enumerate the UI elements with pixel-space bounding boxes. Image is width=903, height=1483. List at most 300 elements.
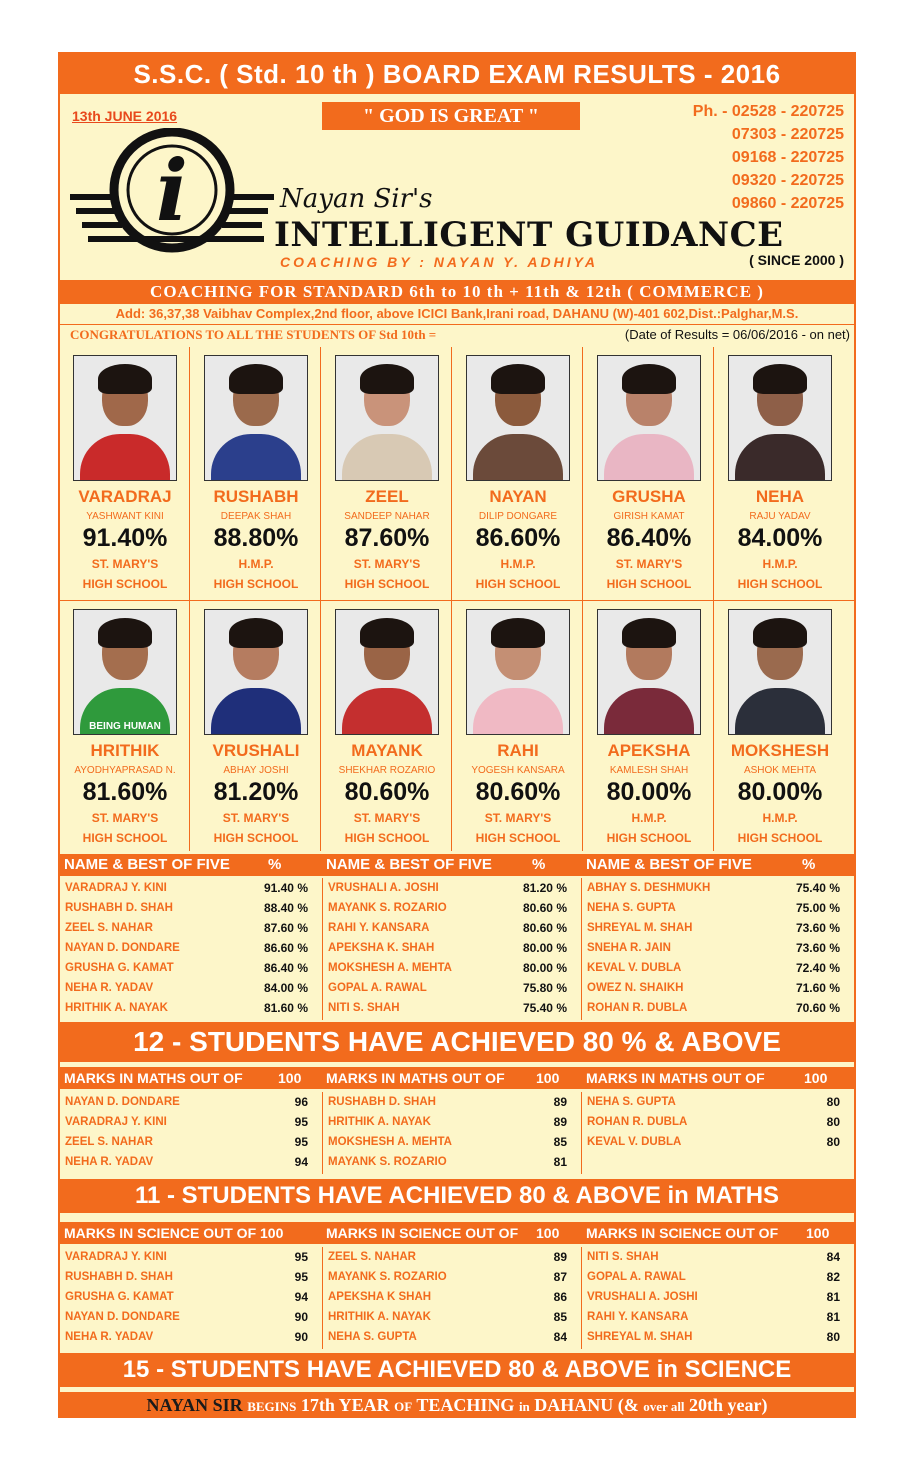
student-photo: [597, 609, 701, 735]
table-row: [582, 1287, 854, 1307]
score-value: 75.40 %: [522, 1001, 567, 1015]
score-value: 86.60 %: [263, 941, 308, 955]
student-name: HRITHIK: [90, 741, 160, 760]
student-school: ST. MARY'S: [91, 811, 159, 825]
student-name: APEKSHA: [607, 741, 691, 760]
student-name: HRITHIK A. NAYAK: [328, 1311, 431, 1323]
table-row: [323, 978, 581, 998]
student-name: ABHAY S. DESHMUKH: [587, 882, 711, 894]
header-label: %: [532, 856, 546, 873]
results-poster: [58, 52, 856, 1418]
student-name: RUSHABH D. SHAH: [328, 1096, 436, 1108]
table-row: [60, 1307, 322, 1327]
avatar-hair: [491, 364, 545, 394]
student-father-name: ABHAY JOSHI: [223, 765, 289, 776]
table-row: [60, 918, 322, 938]
avatar-hair: [753, 364, 807, 394]
student-name: OWEZ N. SHAIKH: [587, 982, 684, 994]
student-photo: [335, 609, 439, 735]
table-row: [323, 958, 581, 978]
date-label: 13th JUNE 2016: [72, 108, 178, 124]
student-name: MOKSHESH A. MEHTA: [328, 962, 452, 974]
footer-part: in: [518, 1399, 530, 1414]
student-name: NITI S. SHAH: [587, 1251, 659, 1263]
table-row: [323, 918, 581, 938]
student-name: KEVAL V. DUBLA: [587, 962, 682, 974]
table-row: [582, 998, 854, 1018]
footer-part: 17th YEAR: [300, 1395, 390, 1415]
student-percent: 84.00%: [737, 524, 823, 552]
score-value: 73.60 %: [795, 921, 840, 935]
student-name: GRUSHA: [612, 487, 686, 506]
student-name: MAYANK S. ROZARIO: [328, 902, 447, 914]
student-percent: 80.00%: [737, 778, 823, 806]
phone-number: 09320 - 220725: [731, 172, 844, 189]
score-value: 81.60 %: [263, 1001, 308, 1015]
student-name: NEHA S. GUPTA: [587, 902, 676, 914]
score-value: 75.80 %: [522, 981, 567, 995]
student-school-type: HIGH SCHOOL: [475, 831, 561, 845]
student-name: GOPAL A. RAWAL: [328, 982, 427, 994]
student-school-type: HIGH SCHOOL: [737, 577, 823, 591]
avatar-body: [342, 434, 432, 480]
student-name: VRUSHALI A. JOSHI: [587, 1291, 698, 1303]
student-photo: [204, 609, 308, 735]
footer-part: BEGINS: [247, 1399, 297, 1414]
student-photo: [204, 355, 308, 481]
student-name: HRITHIK A. NAYAK: [65, 1002, 168, 1014]
student-card: [60, 601, 190, 851]
score-value: 84: [826, 1250, 840, 1264]
coaching-banner: COACHING FOR STANDARD 6th to 10 th + 11th & 12th ( COMMERCE ): [60, 280, 854, 304]
score-value: 85: [553, 1310, 567, 1324]
table-row: [582, 918, 854, 938]
student-percent: 88.80%: [213, 524, 299, 552]
banner-overall: 12 - STUDENTS HAVE ACHIEVED 80 % & ABOVE: [60, 1022, 854, 1062]
student-name: ZEEL S. NAHAR: [65, 1136, 153, 1148]
header-label: 100: [806, 1225, 830, 1241]
avatar-hair: [360, 364, 414, 394]
student-card: [584, 347, 714, 600]
score-value: 94: [294, 1290, 308, 1304]
student-name: ROHAN R. DUBLA: [587, 1002, 688, 1014]
score-value: 90: [294, 1330, 308, 1344]
score-value: 80.60 %: [522, 901, 567, 915]
student-name: GRUSHA G. KAMAT: [65, 1291, 174, 1303]
table-row: [323, 1112, 581, 1132]
student-father-name: AYODHYAPRASAD N.: [74, 765, 176, 776]
table-row: [582, 1307, 854, 1327]
score-value: 95: [294, 1270, 308, 1284]
table-row: [60, 938, 322, 958]
student-school-type: HIGH SCHOOL: [606, 831, 692, 845]
table-column: [323, 1247, 582, 1349]
student-card: [715, 347, 845, 600]
congrats-row: [60, 325, 854, 345]
avatar-body: [735, 688, 825, 734]
student-name: VRUSHALI: [212, 741, 300, 760]
student-name: ROHAN R. DUBLA: [587, 1116, 688, 1128]
table-column: [60, 1247, 323, 1349]
header-label: NAME & BEST OF FIVE: [586, 856, 752, 873]
score-value: 95: [294, 1135, 308, 1149]
score-value: 84: [553, 1330, 567, 1344]
score-value: 87.60 %: [263, 921, 308, 935]
score-value: 81: [826, 1290, 840, 1304]
score-value: 75.40 %: [795, 881, 840, 895]
student-school: H.M.P.: [762, 811, 798, 825]
banner-maths: 11 - STUDENTS HAVE ACHIEVED 80 & ABOVE in MATHS: [60, 1179, 854, 1213]
header-label: 100: [536, 1070, 560, 1086]
table-row: [323, 898, 581, 918]
banner-science: 15 - STUDENTS HAVE ACHIEVED 80 & ABOVE in SCIENCE: [60, 1353, 854, 1387]
student-father-name: GIRISH KAMAT: [613, 511, 685, 522]
table-row: [323, 878, 581, 898]
avatar-hair: [622, 618, 676, 648]
score-value: 73.60 %: [795, 941, 840, 955]
header-label: MARKS IN MATHS OUT OF: [326, 1070, 505, 1086]
student-card: [322, 601, 452, 851]
table-column: [582, 1247, 854, 1349]
student-name: MAYANK S. ROZARIO: [328, 1271, 447, 1283]
student-name: VRUSHALI A. JOSHI: [328, 882, 439, 894]
student-school: ST. MARY'S: [91, 557, 159, 571]
student-father-name: YASHWANT KINI: [86, 511, 164, 522]
student-photo: [466, 609, 570, 735]
table-row: [60, 1132, 322, 1152]
score-value: 80: [826, 1115, 840, 1129]
phone-list: [693, 100, 844, 215]
student-father-name: SANDEEP NAHAR: [344, 511, 430, 522]
student-card: [322, 347, 452, 600]
score-value: 89: [553, 1250, 567, 1264]
science-header: [60, 1222, 854, 1244]
student-name: VARADRAJ Y. KINI: [65, 882, 167, 894]
footer-part: TEACHING: [416, 1395, 515, 1415]
header-label: 100: [536, 1225, 560, 1241]
student-name: NAYAN D. DONDARE: [65, 942, 180, 954]
avatar-body: [342, 688, 432, 734]
student-percent: 91.40%: [82, 524, 168, 552]
avatar-hair: [229, 364, 283, 394]
student-school-type: HIGH SCHOOL: [213, 577, 299, 591]
score-value: 89: [553, 1095, 567, 1109]
brand-logo: [68, 128, 278, 268]
avatar-hair: [229, 618, 283, 648]
avatar-body: [735, 434, 825, 480]
avatar-body: [473, 688, 563, 734]
score-value: 70.60 %: [795, 1001, 840, 1015]
student-percent: 80.00%: [606, 778, 692, 806]
student-father-name: DILIP DONGARE: [478, 511, 558, 522]
header-label: MARKS IN MATHS OUT OF: [586, 1070, 765, 1086]
student-father-name: ASHOK MEHTA: [743, 765, 817, 776]
table-column: [582, 1092, 854, 1174]
footer: [60, 1392, 854, 1418]
student-photo: [728, 355, 832, 481]
student-name: NAYAN: [489, 487, 547, 506]
student-name: ZEEL: [365, 487, 409, 506]
student-name: NEHA: [755, 487, 805, 506]
congrats-label: CONGRATULATIONS TO ALL THE STUDENTS OF Std 10th =: [70, 327, 437, 342]
student-school: H.M.P.: [762, 557, 798, 571]
avatar-hair: [491, 618, 545, 648]
score-value: 81.20 %: [522, 881, 567, 895]
table-row: [60, 878, 322, 898]
table-row: [60, 1247, 322, 1267]
student-name: NAYAN D. DONDARE: [65, 1311, 180, 1323]
student-name: KEVAL V. DUBLA: [587, 1136, 682, 1148]
student-photo: [466, 355, 570, 481]
student-name: MOKSHESH: [730, 741, 830, 760]
student-school: H.M.P.: [500, 557, 536, 571]
student-photo: [597, 355, 701, 481]
score-value: 80.00 %: [522, 941, 567, 955]
table-row: [60, 998, 322, 1018]
table-column: [582, 878, 854, 1020]
header-label: NAME & BEST OF FIVE: [326, 856, 492, 873]
table-row: [582, 938, 854, 958]
avatar-body: [473, 434, 563, 480]
toppers-row-2: [60, 601, 854, 851]
score-value: 71.60 %: [795, 981, 840, 995]
score-value: 87: [553, 1270, 567, 1284]
page-title: S.S.C. ( Std. 10 th ) BOARD EXAM RESULTS - 2016: [60, 54, 854, 94]
table-row: [323, 1152, 581, 1172]
student-school-type: HIGH SCHOOL: [344, 577, 430, 591]
header-label: MARKS IN SCIENCE OUT OF: [586, 1225, 779, 1241]
header-label: %: [802, 856, 816, 873]
score-value: 80.60 %: [522, 921, 567, 935]
student-name: MOKSHESH A. MEHTA: [328, 1136, 452, 1148]
table-row: [323, 1307, 581, 1327]
student-school-type: HIGH SCHOOL: [475, 577, 561, 591]
student-name: RUSHABH: [213, 487, 299, 506]
avatar-body: [80, 434, 170, 480]
student-name: NEHA S. GUPTA: [328, 1331, 417, 1343]
student-school: ST. MARY'S: [353, 557, 421, 571]
header-label: 100: [278, 1070, 302, 1086]
student-name: HRITHIK A. NAYAK: [328, 1116, 431, 1128]
student-school-type: HIGH SCHOOL: [82, 577, 168, 591]
table-row: [60, 978, 322, 998]
score-value: 80: [826, 1330, 840, 1344]
best-five-header: [60, 854, 854, 876]
student-photo: [728, 609, 832, 735]
table-row: [582, 898, 854, 918]
table-row: [582, 1132, 854, 1152]
avatar-hair: [98, 364, 152, 394]
score-value: 95: [294, 1250, 308, 1264]
student-name: SNEHA R. JAIN: [587, 942, 671, 954]
best-five-table: [60, 878, 854, 1020]
table-row: [323, 1287, 581, 1307]
phone-number: 09860 - 220725: [731, 195, 844, 212]
footer-part: NAYAN SIR: [146, 1395, 243, 1415]
phone-number: 09168 - 220725: [731, 149, 844, 166]
maths-table: [60, 1092, 854, 1174]
footer-part: 20th year): [689, 1395, 768, 1415]
student-name: RAHI Y. KANSARA: [587, 1311, 689, 1323]
table-row: [582, 958, 854, 978]
student-school-type: HIGH SCHOOL: [82, 831, 168, 845]
table-row: [60, 1092, 322, 1112]
header-label: MARKS IN SCIENCE OUT OF 100: [64, 1225, 284, 1241]
student-school: ST. MARY'S: [353, 811, 421, 825]
avatar-hair: [753, 618, 807, 648]
phone-number: 07303 - 220725: [731, 126, 844, 143]
student-photo: [73, 609, 177, 735]
avatar-body: [211, 688, 301, 734]
score-value: 80: [826, 1095, 840, 1109]
student-name: GRUSHA G. KAMAT: [65, 962, 174, 974]
student-name: VARADRAJ Y. KINI: [65, 1116, 167, 1128]
score-value: 85: [553, 1135, 567, 1149]
student-school-type: HIGH SCHOOL: [737, 831, 823, 845]
table-row: [582, 978, 854, 998]
header-label: 100: [804, 1070, 828, 1086]
score-value: 81: [826, 1310, 840, 1324]
table-column: [323, 1092, 582, 1174]
footer-part: over all: [643, 1399, 685, 1414]
score-value: 81: [553, 1155, 567, 1169]
header: [60, 94, 854, 280]
student-percent: 81.20%: [213, 778, 299, 806]
student-name: MAYANK: [351, 741, 423, 760]
student-name: SHREYAL M. SHAH: [587, 1331, 693, 1343]
logo-letter: i: [156, 141, 188, 240]
score-value: 88.40 %: [263, 901, 308, 915]
student-name: RAHI: [497, 741, 539, 760]
table-row: [60, 898, 322, 918]
student-name: APEKSHA K SHAH: [328, 1291, 432, 1303]
maths-header: [60, 1067, 854, 1089]
motto-label: " GOD IS GREAT ": [322, 102, 580, 130]
student-name: NEHA R. YADAV: [65, 1156, 154, 1168]
student-name: APEKSHA K. SHAH: [328, 942, 435, 954]
table-row: [60, 1112, 322, 1132]
score-value: 94: [294, 1155, 308, 1169]
avatar-hair: [98, 618, 152, 648]
table-row: [582, 878, 854, 898]
score-value: 80.00 %: [522, 961, 567, 975]
table-column: [60, 1092, 323, 1174]
student-name: ZEEL S. NAHAR: [328, 1251, 416, 1263]
score-value: 84.00 %: [263, 981, 308, 995]
header-label: MARKS IN SCIENCE OUT OF: [326, 1225, 519, 1241]
student-school: ST. MARY'S: [484, 811, 552, 825]
table-row: [60, 1267, 322, 1287]
avatar-body: [604, 434, 694, 480]
table-row: [60, 1287, 322, 1307]
score-value: 72.40 %: [795, 961, 840, 975]
table-row: [582, 1092, 854, 1112]
score-value: 80: [826, 1135, 840, 1149]
table-row: [582, 1267, 854, 1287]
student-percent: 87.60%: [344, 524, 430, 552]
header-label: MARKS IN MATHS OUT OF: [64, 1070, 243, 1086]
score-value: 82: [826, 1270, 840, 1284]
student-father-name: DEEPAK SHAH: [220, 511, 292, 522]
student-name: RUSHABH D. SHAH: [65, 902, 173, 914]
score-value: 75.00 %: [795, 901, 840, 915]
footer-part: OF: [394, 1399, 413, 1414]
header-label: %: [268, 856, 282, 873]
student-photo: [335, 355, 439, 481]
student-father-name: YOGESH KANSARA: [471, 765, 565, 776]
student-name: NEHA S. GUPTA: [587, 1096, 676, 1108]
score-value: 96: [294, 1095, 308, 1109]
table-column: [323, 878, 582, 1020]
table-row: [60, 1327, 322, 1347]
student-card: [453, 347, 583, 600]
table-row: [60, 1152, 322, 1172]
avatar-body: [604, 688, 694, 734]
score-value: 90: [294, 1310, 308, 1324]
student-name: RUSHABH D. SHAH: [65, 1271, 173, 1283]
table-row: [60, 958, 322, 978]
brand-script: Nayan Sir's: [280, 184, 433, 214]
student-card: [715, 601, 845, 851]
avatar-hair: [360, 618, 414, 648]
student-card: [584, 601, 714, 851]
student-name: NEHA R. YADAV: [65, 1331, 154, 1343]
header-label: NAME & BEST OF FIVE: [64, 856, 230, 873]
student-school-type: HIGH SCHOOL: [606, 577, 692, 591]
brand-subtitle: COACHING BY : NAYAN Y. ADHIYA: [280, 254, 599, 270]
student-name: VARADRAJ: [78, 487, 172, 506]
student-father-name: SHEKHAR ROZARIO: [338, 765, 436, 776]
score-value: 86: [553, 1290, 567, 1304]
student-school-type: HIGH SCHOOL: [213, 831, 299, 845]
table-row: [323, 1267, 581, 1287]
student-percent: 80.60%: [475, 778, 561, 806]
student-father-name: RAJU YADAV: [749, 511, 811, 522]
student-name: NITI S. SHAH: [328, 1002, 400, 1014]
table-row: [323, 938, 581, 958]
student-percent: 80.60%: [344, 778, 430, 806]
student-name: GOPAL A. RAWAL: [587, 1271, 686, 1283]
shirt-text: BEING HUMAN: [89, 721, 161, 732]
student-percent: 86.60%: [475, 524, 561, 552]
table-row: [323, 1132, 581, 1152]
student-school: H.M.P.: [238, 557, 274, 571]
address: Add: 36,37,38 Vaibhav Complex,2nd floor, above ICICI Bank,Irani road, DAHANU (W)-401 602,Dist.:Palghar,M.S.: [60, 304, 854, 325]
table-row: [323, 998, 581, 1018]
student-photo: [73, 355, 177, 481]
student-school: H.M.P.: [631, 811, 667, 825]
score-value: 91.40 %: [263, 881, 308, 895]
score-value: 86.40 %: [263, 961, 308, 975]
table-column: [60, 878, 323, 1020]
student-percent: 81.60%: [82, 778, 168, 806]
student-percent: 86.40%: [606, 524, 692, 552]
brand-name: INTELLIGENT GUIDANCE: [274, 215, 784, 255]
student-card: [60, 347, 190, 600]
student-card: [453, 601, 583, 851]
table-row: [582, 1247, 854, 1267]
student-school: ST. MARY'S: [615, 557, 683, 571]
student-school: ST. MARY'S: [222, 811, 290, 825]
toppers-row-1: [60, 347, 854, 600]
table-row: [582, 1327, 854, 1347]
table-row: [582, 1112, 854, 1132]
footer-part: DAHANU (&: [534, 1395, 639, 1415]
student-card: [191, 601, 321, 851]
science-table: [60, 1247, 854, 1349]
result-date: (Date of Results = 06/06/2016 - on net): [624, 327, 850, 342]
table-row: [323, 1247, 581, 1267]
